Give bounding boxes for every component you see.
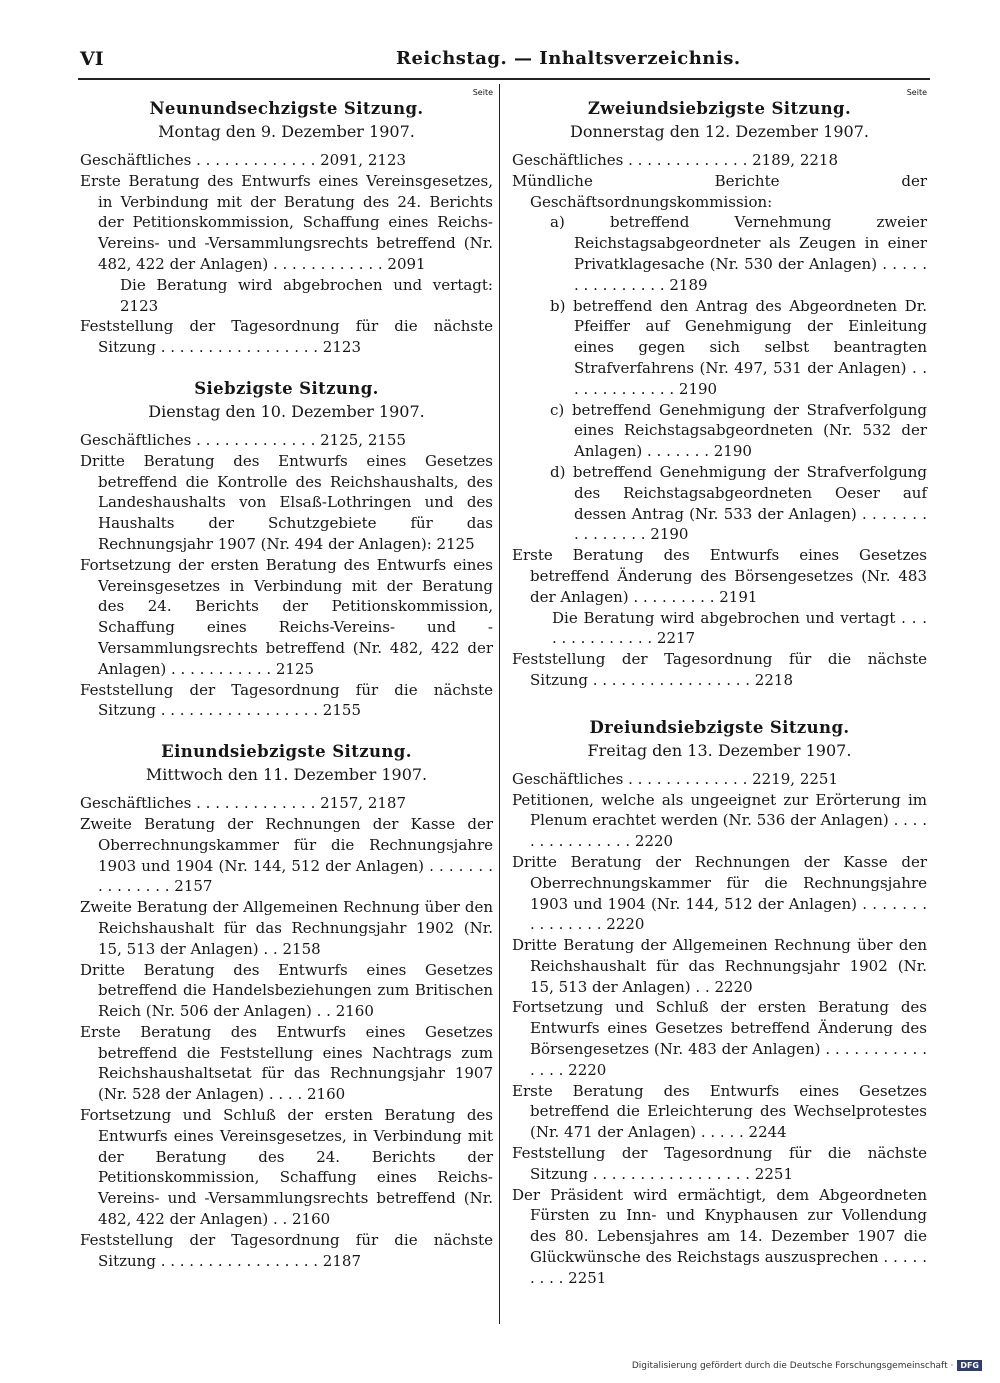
toc-entry: Erste Beratung des Entwurfs eines Vereinsgesetzes, in Verbindung mit der Beratung des 24. Berichts der Petitionskommission, Schaffung eines Reichs-Vereins- und -Versammlungsrechts betreffend (Nr. 482, 422 der Anlagen) . . . . . . . . . . . . 2091	[80, 171, 493, 273]
seite-label: Seite	[906, 88, 927, 97]
toc-entry: Geschäftliches . . . . . . . . . . . . . 2219, 2251	[512, 769, 838, 788]
toc-entry: Feststellung der Tagesordnung für die nächste Sitzung . . . . . . . . . . . . . . . . . 2123	[80, 317, 493, 357]
session-title: Neunundsechzigste Sitzung.	[149, 99, 424, 118]
right-column	[512, 88, 927, 1289]
toc-entry: Dritte Beratung des Entwurfs eines Gesetzes betreffend die Handelsbeziehungen zum Britischen Reich (Nr. 506 der Anlagen) . . 2160	[80, 960, 493, 1021]
session-title: Dreiundsiebzigste Sitzung.	[589, 717, 850, 737]
session-date: Mittwoch den 11. Dezember 1907.	[145, 765, 428, 785]
left-column	[80, 88, 493, 1271]
session-73	[512, 717, 927, 1289]
toc-subentry: b) betreffend den Antrag des Abgeordneten Dr. Pfeiffer auf Genehmigung der Einleitung eines gegen sich selbst beantragten Strafverfahrens (Nr. 497, 531 der Anlagen) . . . . . . . . . . . . . 2190	[550, 296, 927, 398]
toc-entry: Petitionen, welche als ungeeignet zur Erörterung im Plenum erachtet werden (Nr. 536 der Anlagen) . . . . . . . . . . . . . . . 2220	[512, 790, 927, 851]
session-date: Dienstag den 10. Dezember 1907.	[148, 401, 425, 421]
toc-note: Die Beratung wird abgebrochen und vertagt . . . . . . . . . . . . . . 2217	[552, 608, 927, 648]
session-69	[80, 98, 493, 358]
toc-entry: Feststellung der Tagesordnung für die nächste Sitzung . . . . . . . . . . . . . . . . . 2155	[80, 680, 493, 720]
toc-entry: Geschäftliches . . . . . . . . . . . . . 2091, 2123	[80, 151, 406, 169]
column-divider	[499, 84, 500, 1324]
toc-entry: Dritte Beratung des Entwurfs eines Gesetzes betreffend die Kontrolle des Reichshaushalts, des Landeshaushalts von Elsaß-Lothringen und des Haushalts der Schutzgebiete für das Rechnungsjahr 1907 (Nr. 494 der Anlagen): 2125	[80, 451, 493, 553]
seite-label: Seite	[472, 88, 493, 97]
toc-entry: Erste Beratung des Entwurfs eines Gesetzes betreffend die Erleichterung des Wechselprotestes (Nr. 471 der Anlagen) . . . . . 2244	[512, 1081, 927, 1142]
header-rule	[78, 78, 930, 80]
session-title: Einundsiebzigste Sitzung.	[161, 742, 412, 762]
toc-entry: Erste Beratung des Entwurfs eines Gesetzes betreffend Änderung des Börsengesetzes (Nr. 483 der Anlagen) . . . . . . . . . 2191	[512, 546, 927, 606]
toc-entry: Geschäftliches . . . . . . . . . . . . . 2189, 2218	[512, 151, 838, 169]
toc-entry: Geschäftliches . . . . . . . . . . . . . 2125, 2155	[80, 430, 406, 449]
toc-entry: Der Präsident wird ermächtigt, dem Abgeordneten Fürsten zu Inn- und Knyphausen zur Vollendung des 80. Lebensjahres am 14. Dezember 1907 die Glückwünsche des Reichstags auszusprechen . . . . . . . . . 2251	[512, 1185, 927, 1287]
session-date: Donnerstag den 12. Dezember 1907.	[570, 122, 869, 141]
session-date: Freitag den 13. Dezember 1907.	[587, 740, 852, 760]
running-head: Reichstag. — Inhaltsverzeichnis.	[396, 48, 741, 69]
session-72	[512, 98, 927, 691]
toc-entry: Mündliche Berichte der Geschäftsordnungskommission:	[512, 171, 927, 211]
footer-text: Digitalisierung gefördert durch die Deutsche Forschungsgemeinschaft ·	[631, 1360, 954, 1371]
toc-entry: Dritte Beratung der Allgemeinen Rechnung über den Reichshaushalt für das Rechnungsjahr 1902 (Nr. 15, 513 der Anlagen) . . 2220	[512, 936, 927, 996]
session-date: Montag den 9. Dezember 1907.	[158, 122, 415, 141]
digitization-footer	[632, 1360, 982, 1371]
toc-note: Die Beratung wird abgebrochen und vertagt: 2123	[120, 275, 493, 315]
toc-entry: Fortsetzung und Schluß der ersten Beratung des Entwurfs eines Vereinsgesetzes, in Verbindung mit der Beratung des 24. Berichts der Petitionskommission, Schaffung eines Reichs-Vereins- und -Versammlungsrechts betreffend (Nr. 482, 422 der Anlagen) . . 2160	[80, 1106, 493, 1229]
toc-entry: Fortsetzung der ersten Beratung des Entwurfs eines Vereinsgesetzes in Verbindung mit der Beratung des 24. Berichts der Petitionskommission, Schaffung eines Reichs-Vereins- und -Versammlungsrechts betreffend (Nr. 482, 422 der Anlagen) . . . . . . . . . . . 2125	[80, 555, 493, 678]
toc-entry: Erste Beratung des Entwurfs eines Gesetzes betreffend die Feststellung eines Nachtrags zum Reichshaushaltsetat für das Rechnungsjahr 1907 (Nr. 528 der Anlagen) . . . . 2160	[80, 1022, 493, 1104]
dfg-logo-icon: DFG	[957, 1360, 982, 1371]
toc-subentry: a) betreffend Vernehmung zweier Reichstagsabgeordneter als Zeugen in einer Privatklagesache (Nr. 530 der Anlagen) . . . . . . . . . . . . . . . 2189	[550, 213, 927, 294]
session-title: Zweiundsiebzigste Sitzung.	[587, 99, 852, 118]
session-71	[80, 741, 493, 1271]
page-number: VI	[80, 48, 104, 70]
toc-entry: Dritte Beratung der Rechnungen der Kasse der Oberrechnungskammer für die Rechnungsjahre 1903 und 1904 (Nr. 144, 512 der Anlagen) . . . . . . . . . . . . . . . 2220	[512, 852, 927, 934]
toc-subentry: c) betreffend Genehmigung der Strafverfolgung eines Reichstagsabgeordneten (Nr. 532 der Anlagen) . . . . . . . 2190	[550, 400, 927, 461]
session-title: Siebzigste Sitzung.	[194, 378, 379, 398]
toc-entry: Feststellung der Tagesordnung für die nächste Sitzung . . . . . . . . . . . . . . . . . 2187	[80, 1230, 493, 1270]
toc-entry: Zweite Beratung der Rechnungen der Kasse der Oberrechnungskammer für die Rechnungsjahre 1903 und 1904 (Nr. 144, 512 der Anlagen) . . . . . . . . . . . . . . . 2157	[80, 814, 493, 896]
toc-entry: Fortsetzung und Schluß der ersten Beratung des Entwurfs eines Gesetzes betreffend Änderung des Börsengesetzes (Nr. 483 der Anlagen) . . . . . . . . . . . . . . . 2220	[512, 998, 927, 1079]
toc-entry: Feststellung der Tagesordnung für die nächste Sitzung . . . . . . . . . . . . . . . . . 2251	[512, 1144, 927, 1183]
toc-subentry: d) betreffend Genehmigung der Strafverfolgung des Reichstagsabgeordneten Oeser auf dessen Antrag (Nr. 533 der Anlagen) . . . . . . . . . . . . . . . 2190	[550, 462, 927, 544]
toc-entry: Zweite Beratung der Allgemeinen Rechnung über den Reichshaushalt für das Rechnungsjahr 1902 (Nr. 15, 513 der Anlagen) . . 2158	[80, 898, 493, 958]
toc-entry: Feststellung der Tagesordnung für die nächste Sitzung . . . . . . . . . . . . . . . . . 2218	[512, 650, 927, 689]
toc-entry: Geschäftliches . . . . . . . . . . . . . 2157, 2187	[80, 794, 406, 813]
session-70	[80, 378, 493, 721]
